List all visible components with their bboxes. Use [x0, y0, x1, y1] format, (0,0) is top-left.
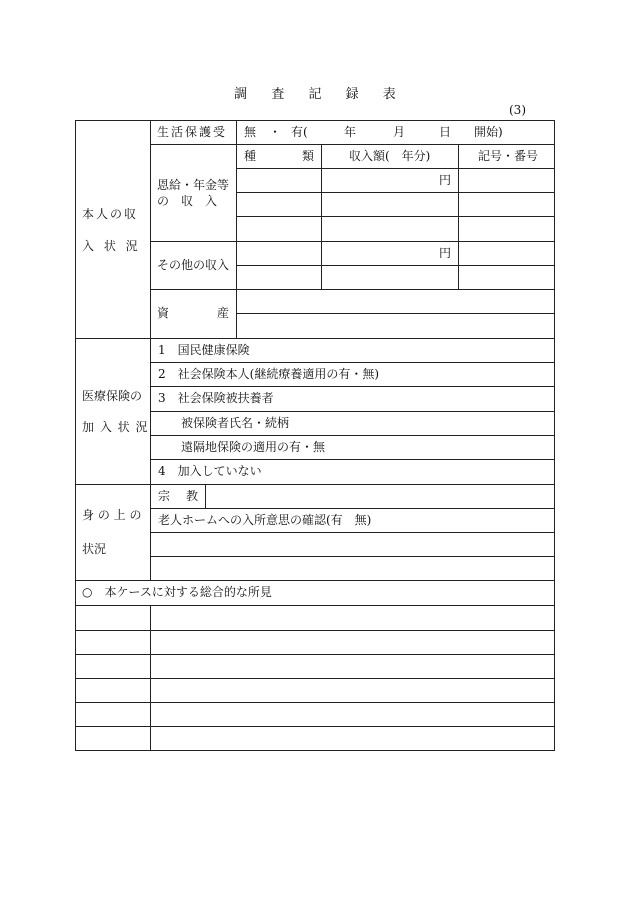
- personal-section-label: 状況: [82, 542, 107, 556]
- income-section-label: 本人の収: [82, 207, 139, 221]
- asset-label-char: 産: [216, 306, 229, 320]
- divider: [236, 120, 237, 338]
- divider: [150, 289, 555, 290]
- divider: [75, 484, 555, 485]
- title-char: 録: [345, 87, 359, 102]
- income-section-label: 入 状 況: [82, 239, 141, 253]
- pension-label: 恩給・年金等: [157, 178, 230, 192]
- column-header-type-char: 種: [244, 149, 257, 163]
- welfare-year: 年: [344, 125, 357, 139]
- page-number: (3): [509, 103, 526, 117]
- welfare-day: 日: [439, 125, 452, 139]
- divider: [150, 362, 555, 363]
- divider: [150, 508, 555, 509]
- divider: [150, 435, 555, 436]
- welfare-yes: 有(: [291, 125, 308, 139]
- personal-section-label: 身 の 上 の: [82, 508, 142, 522]
- insurance-item: 4 加入していない: [158, 464, 262, 478]
- column-header-amount: 収入額( 年分): [349, 149, 431, 163]
- insurance-item: 被保険者氏名・続柄: [181, 416, 290, 430]
- divider: [75, 630, 555, 631]
- divider: [205, 484, 206, 508]
- page-title: [0, 83, 630, 102]
- divider: [236, 216, 555, 217]
- insurance-section-label: 医療保険の: [82, 389, 143, 403]
- divider: [150, 120, 151, 338]
- column-header-type: [244, 148, 314, 164]
- nursing-home-intent: 老人ホームへの入所意思の確認(有 無): [158, 513, 372, 527]
- welfare-month: 月: [393, 125, 406, 139]
- welfare-dot: ・: [269, 125, 282, 139]
- divider: [75, 726, 555, 727]
- divider: [150, 144, 555, 145]
- welfare-none: 無: [244, 125, 257, 139]
- insurance-item: 2 社会保険本人(継続療養適用の有・無): [158, 367, 379, 381]
- insurance-item: 遠隔地保険の適用の有・無: [181, 440, 326, 454]
- divider: [75, 605, 555, 606]
- divider: [75, 678, 555, 679]
- other-income-label: その他の収入: [157, 258, 230, 272]
- pension-label: の 収 入: [157, 194, 218, 208]
- divider: [150, 411, 555, 412]
- religion-label-char: 宗: [158, 489, 171, 503]
- divider: [75, 654, 555, 655]
- asset-label: [157, 305, 229, 321]
- insurance-item: 1 国民健康保険: [158, 343, 250, 357]
- welfare-start: 開始): [474, 125, 503, 139]
- divider: [150, 556, 555, 557]
- overall-findings-label: ○ 本ケースに対する総合的な所見: [82, 585, 272, 599]
- title-char: 査: [271, 87, 285, 102]
- religion-label: [158, 488, 198, 504]
- divider: [150, 386, 555, 387]
- title-char: 記: [308, 87, 322, 102]
- asset-label-char: 資: [157, 306, 170, 320]
- divider: [236, 265, 555, 266]
- religion-label-char: 教: [185, 489, 198, 503]
- divider: [236, 192, 555, 193]
- yen-unit: 円: [439, 173, 452, 187]
- yen-unit: 円: [439, 246, 452, 260]
- column-header-code: 記号・番号: [478, 149, 539, 163]
- divider: [236, 168, 555, 169]
- divider: [75, 338, 555, 339]
- divider: [150, 459, 555, 460]
- divider: [236, 313, 555, 314]
- insurance-item: 3 社会保険被扶養者: [158, 391, 274, 405]
- column-header-type-char: 類: [301, 149, 314, 163]
- welfare-label: 生活保護受: [157, 125, 228, 139]
- insurance-section-label: 加 入 状 況: [82, 420, 149, 434]
- title-char: 調: [234, 87, 248, 102]
- divider: [321, 144, 322, 289]
- title-char: 表: [382, 87, 396, 102]
- divider: [458, 144, 459, 289]
- divider: [75, 580, 555, 581]
- divider: [75, 702, 555, 703]
- divider: [150, 241, 555, 242]
- divider: [150, 532, 555, 533]
